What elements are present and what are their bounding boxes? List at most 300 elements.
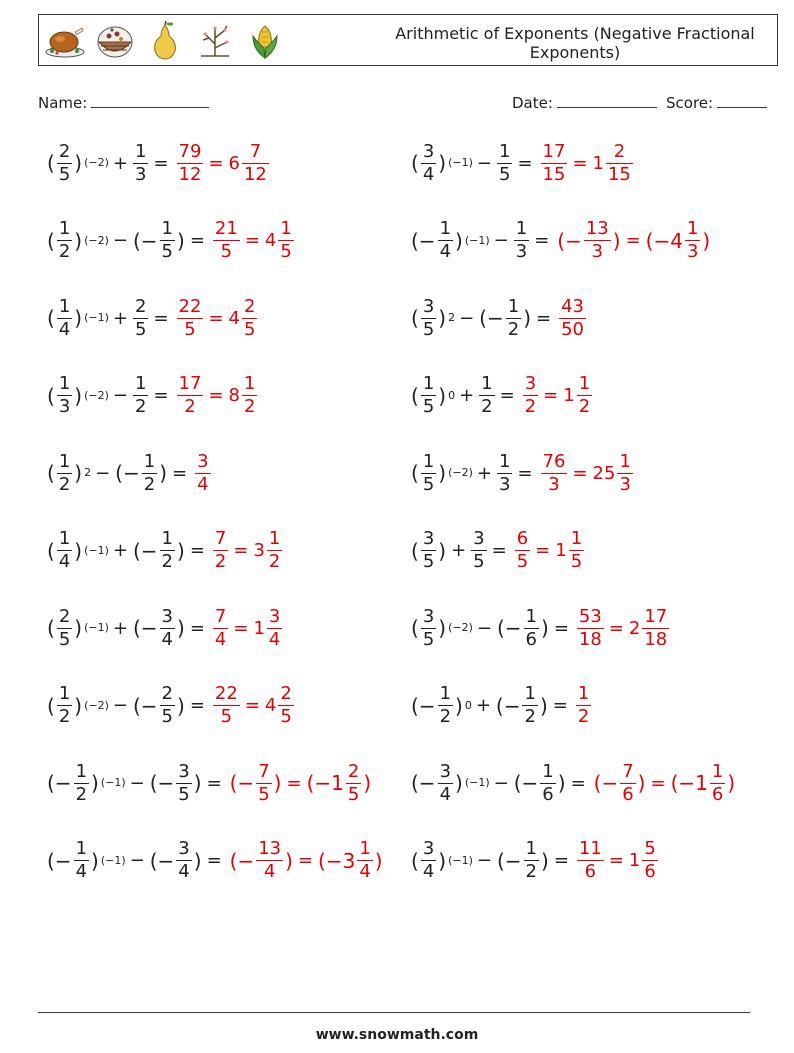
denominator: 2 xyxy=(439,706,452,727)
question: ( $\frac{1}{3}$ ) (−2) − $\frac{1}{2}$ = xyxy=(46,373,173,418)
numerator: 1 xyxy=(525,605,537,627)
operator: − xyxy=(493,230,509,251)
parenthesis: ( xyxy=(411,538,419,563)
operator: − xyxy=(129,850,145,871)
fraction xyxy=(57,218,72,263)
numerator: 3 xyxy=(197,450,209,472)
denominator: 2 xyxy=(184,396,196,417)
denominator: 5 xyxy=(161,241,173,262)
answer xyxy=(558,296,587,341)
fraction xyxy=(177,141,204,186)
operator: = xyxy=(608,850,624,871)
denominator: 6 xyxy=(542,783,554,805)
numerator: 1 xyxy=(58,295,71,317)
denominator: 2 xyxy=(161,551,173,572)
operator: = xyxy=(286,772,302,794)
numerator: 7 xyxy=(249,140,262,162)
denominator: 3 xyxy=(515,241,528,262)
whole-number: 2 xyxy=(628,617,641,639)
numerator: 1 xyxy=(143,450,156,472)
parenthesis: (− xyxy=(132,693,158,718)
parenthesis: ( xyxy=(411,616,419,640)
parenthesis: ) xyxy=(193,771,202,795)
fraction xyxy=(514,218,529,263)
parenthesis: ) xyxy=(455,228,463,253)
answer xyxy=(229,838,384,883)
fraction xyxy=(617,451,632,496)
question: ( $\frac{1}{5}$ ) 0 + $\frac{1}{2}$ = xyxy=(410,373,519,418)
whole-number: 1 xyxy=(555,540,567,561)
numerator: 1 xyxy=(134,373,147,394)
operator: = xyxy=(189,695,205,716)
answer xyxy=(514,528,585,573)
question: ( $\frac{3}{5}$ ) 2 − (− $\frac{1}{2}$ ) = xyxy=(410,296,555,341)
denominator: 4 xyxy=(439,783,452,805)
fraction xyxy=(213,218,240,263)
operator: = xyxy=(189,617,205,639)
parenthesis: (−1 xyxy=(306,771,344,795)
fraction xyxy=(278,683,293,728)
fraction xyxy=(133,296,148,341)
name-label: Name: xyxy=(38,94,88,112)
whole-number: 4 xyxy=(264,695,277,716)
date-label: Date: xyxy=(512,94,553,112)
fraction xyxy=(421,141,436,186)
denominator: 4 xyxy=(58,318,71,340)
denominator: 18 xyxy=(644,628,668,650)
denominator: 5 xyxy=(58,628,71,650)
operator: = xyxy=(536,307,552,329)
denominator: 5 xyxy=(58,163,71,185)
fraction xyxy=(142,451,157,496)
fraction xyxy=(479,373,494,418)
question: ( $\frac{2}{5}$ ) (−1) + (− $\frac{3}{4}$ ) = xyxy=(46,606,209,651)
problem-item xyxy=(46,520,283,582)
fraction xyxy=(213,528,228,573)
numerator: 1 xyxy=(75,838,88,859)
operator: = xyxy=(189,230,205,251)
operator: = xyxy=(153,385,169,406)
question: ( $\frac{1}{2}$ ) 2 − (− $\frac{1}{2}$ ) = xyxy=(46,451,191,496)
problem-item xyxy=(46,442,212,504)
denominator: 12 xyxy=(243,163,267,185)
fraction xyxy=(57,606,72,651)
operator: = xyxy=(233,540,249,561)
answer xyxy=(176,141,270,186)
fraction xyxy=(438,683,453,728)
parenthesis: (− xyxy=(557,228,582,253)
answer xyxy=(176,296,259,341)
parenthesis: ) xyxy=(438,461,447,485)
operator: + xyxy=(112,617,128,639)
operator: − xyxy=(459,307,475,329)
denominator: 5 xyxy=(243,318,256,340)
answer xyxy=(576,838,659,883)
parenthesis: (−4 xyxy=(645,228,683,253)
denominator: 5 xyxy=(570,551,583,572)
denominator: 4 xyxy=(359,861,371,882)
parenthesis: (− xyxy=(229,848,255,873)
operator: − xyxy=(112,695,128,716)
numerator: 3 xyxy=(524,373,537,394)
question: ( $\frac{3}{4}$ ) (−1) − $\frac{1}{5}$ = xyxy=(410,141,537,186)
numerator: 3 xyxy=(473,528,485,549)
parenthesis: ) xyxy=(74,151,83,175)
denominator: 4 xyxy=(439,241,452,262)
question: ( $\frac{1}{2}$ ) (−2) − (− $\frac{2}{5}$ ) = xyxy=(46,683,209,728)
parenthesis: ( xyxy=(47,306,55,330)
problem-item xyxy=(46,752,372,814)
fraction xyxy=(176,838,191,883)
problem-item xyxy=(410,132,634,194)
numerator: 79 xyxy=(178,140,202,162)
fraction xyxy=(541,141,568,186)
question: ( $\frac{1}{4}$ ) (−1) + $\frac{2}{5}$ = xyxy=(46,296,173,341)
numerator: 1 xyxy=(578,373,591,394)
operator: = xyxy=(535,540,551,561)
fraction xyxy=(57,528,72,573)
whole-number: 3 xyxy=(253,540,265,561)
fraction xyxy=(522,683,537,728)
fraction xyxy=(242,373,257,418)
parenthesis: (− xyxy=(593,771,619,795)
fraction xyxy=(57,296,72,341)
fraction xyxy=(576,683,591,728)
whole-number: 4 xyxy=(228,307,240,329)
question: ( $\frac{3}{4}$ ) (−1) − (− $\frac{1}{2}$ ) = xyxy=(410,838,573,883)
parenthesis: ) xyxy=(273,771,282,795)
operator: + xyxy=(476,462,492,484)
numerator: 17 xyxy=(542,140,566,162)
fraction xyxy=(256,761,271,806)
parenthesis: (− xyxy=(411,693,436,718)
score-label: Score: xyxy=(666,94,714,112)
numerator: 5 xyxy=(644,838,656,859)
problem-item xyxy=(46,365,258,427)
numerator: 1 xyxy=(161,218,173,239)
fraction xyxy=(133,141,148,186)
numerator: 2 xyxy=(161,683,173,704)
denominator: 5 xyxy=(178,783,190,805)
fraction xyxy=(242,141,269,186)
numerator: 1 xyxy=(58,528,71,549)
numerator: 22 xyxy=(214,683,238,704)
question: ( $\frac{3}{5}$ ) (−2) − (− $\frac{1}{6}$ ) = xyxy=(410,606,573,651)
parenthesis: ) xyxy=(438,383,447,408)
fraction xyxy=(357,838,372,883)
denominator: 5 xyxy=(422,396,435,417)
parenthesis: ) xyxy=(177,228,185,253)
parenthesis: ) xyxy=(177,616,185,640)
fraction xyxy=(524,606,539,651)
fraction xyxy=(577,838,604,883)
fraction xyxy=(177,296,204,341)
fraction xyxy=(195,451,210,496)
denominator: 2 xyxy=(578,396,591,417)
operator: − xyxy=(493,772,509,794)
question: (− $\frac{1}{2}$ ) (−1) − (− $\frac{3}{5}$ ) = xyxy=(46,761,226,806)
numerator: 2 xyxy=(58,140,71,162)
fraction xyxy=(506,296,521,341)
fraction xyxy=(74,761,89,806)
parenthesis: ) xyxy=(193,848,202,873)
parenthesis: ) xyxy=(285,848,293,873)
answer xyxy=(212,683,295,728)
parenthesis: ) xyxy=(455,771,463,795)
question: ( $\frac{1}{2}$ ) (−2) − (− $\frac{1}{5}$ ) = xyxy=(46,218,209,263)
denominator: 5 xyxy=(184,318,196,340)
numerator: 3 xyxy=(422,605,435,627)
numerator: 1 xyxy=(58,450,71,472)
parenthesis: ( xyxy=(47,616,55,640)
numerator: 1 xyxy=(161,528,173,549)
numerator: 3 xyxy=(161,605,173,627)
denominator: 6 xyxy=(622,783,634,805)
operator: − xyxy=(129,772,145,794)
operator: + xyxy=(112,152,128,174)
operator: = xyxy=(517,152,533,174)
parenthesis: ( xyxy=(411,306,419,330)
fraction xyxy=(559,296,586,341)
numerator: 17 xyxy=(644,605,668,627)
problem-item xyxy=(410,210,711,272)
problem-item xyxy=(410,752,736,814)
numerator: 1 xyxy=(507,295,520,317)
fraction xyxy=(242,296,257,341)
fraction xyxy=(267,528,282,573)
numerator: 2 xyxy=(134,295,147,317)
answer xyxy=(212,606,283,651)
problem-item xyxy=(410,597,670,659)
problem-item xyxy=(410,287,587,349)
problem-item xyxy=(46,287,258,349)
numerator: 76 xyxy=(542,450,566,472)
fraction xyxy=(421,296,436,341)
denominator: 5 xyxy=(422,318,435,340)
operator: = xyxy=(208,307,224,329)
numerator: 1 xyxy=(577,683,590,704)
question: ( $\frac{1}{4}$ ) (−1) + (− $\frac{1}{2}$ ) = xyxy=(46,528,209,573)
denominator: 5 xyxy=(220,706,233,727)
numerator: 1 xyxy=(711,760,724,782)
denominator: 5 xyxy=(280,706,292,727)
fraction xyxy=(523,373,538,418)
problem-item xyxy=(410,675,592,737)
answer xyxy=(576,606,670,651)
fraction xyxy=(57,683,72,728)
whole-number: 1 xyxy=(253,617,265,639)
fraction xyxy=(515,528,530,573)
denominator: 2 xyxy=(143,473,156,495)
parenthesis: (− xyxy=(496,848,522,873)
parenthesis: ) xyxy=(541,616,549,640)
answer xyxy=(540,451,634,496)
numerator: 2 xyxy=(613,140,626,162)
denominator: 2 xyxy=(58,706,71,727)
operator: + xyxy=(112,540,128,561)
parenthesis: ) xyxy=(455,693,463,718)
parenthesis: ( xyxy=(47,383,55,408)
fraction xyxy=(213,606,228,651)
denominator: 5 xyxy=(473,551,485,572)
denominator: 5 xyxy=(422,473,435,495)
problem-item xyxy=(410,365,593,427)
parenthesis: ) xyxy=(74,306,83,330)
answer xyxy=(212,218,295,263)
parenthesis: ) xyxy=(74,693,83,718)
numerator: 3 xyxy=(422,838,435,859)
worksheet-title: Arithmetic of Exponents (Negative Fractional Exponents) xyxy=(395,24,755,62)
numerator: 1 xyxy=(525,838,537,859)
fraction xyxy=(471,528,486,573)
fraction xyxy=(540,761,555,806)
whole-number: 1 xyxy=(628,850,641,871)
operator: = xyxy=(543,385,559,406)
answer xyxy=(229,761,372,806)
numerator: 1 xyxy=(570,528,583,549)
fraction xyxy=(267,606,282,651)
parenthesis: ( xyxy=(47,538,55,563)
operator: = xyxy=(491,540,507,561)
problem-item xyxy=(46,210,295,272)
fraction xyxy=(346,761,361,806)
problem-item xyxy=(46,132,270,194)
denominator: 4 xyxy=(161,628,173,650)
answer xyxy=(575,683,592,728)
parenthesis: ) xyxy=(363,771,372,795)
denominator: 5 xyxy=(347,783,360,805)
fraction xyxy=(57,373,72,418)
fraction xyxy=(421,838,436,883)
parenthesis: (− xyxy=(47,771,72,795)
operator: = xyxy=(244,230,260,251)
numerator: 1 xyxy=(280,218,292,239)
fraction xyxy=(569,528,584,573)
operator: = xyxy=(206,772,222,794)
parenthesis: ) xyxy=(541,848,549,873)
operator: = xyxy=(208,385,224,406)
denominator: 50 xyxy=(561,318,584,340)
operator: = xyxy=(517,462,533,484)
denominator: 6 xyxy=(711,783,724,805)
fraction xyxy=(160,218,175,263)
parenthesis: ) xyxy=(557,771,566,795)
numerator: 6 xyxy=(516,528,529,549)
operator: = xyxy=(172,462,188,484)
answer xyxy=(194,451,211,496)
parenthesis: (− xyxy=(149,848,175,873)
question: (− $\frac{1}{2}$ ) 0 + (− $\frac{1}{2}$ ) = xyxy=(410,683,572,728)
denominator: 2 xyxy=(58,241,71,262)
numerator: 1 xyxy=(58,373,71,394)
problem-item xyxy=(410,442,634,504)
operator: = xyxy=(297,850,314,871)
numerator: 7 xyxy=(258,760,270,782)
answer xyxy=(522,373,593,418)
answer xyxy=(593,761,736,806)
whole-number: 1 xyxy=(592,152,604,174)
denominator: 4 xyxy=(58,551,71,572)
denominator: 3 xyxy=(548,473,560,495)
question: (− $\frac{1}{4}$ ) (−1) − $\frac{1}{3}$ = xyxy=(410,218,553,263)
whole-number: 4 xyxy=(264,230,277,251)
numerator: 1 xyxy=(268,528,281,549)
fraction xyxy=(160,606,175,651)
parenthesis: ) xyxy=(539,693,548,718)
operator: = xyxy=(625,230,641,251)
fraction xyxy=(57,141,72,186)
parenthesis: (− xyxy=(496,616,522,640)
parenthesis: ) xyxy=(438,848,447,873)
numerator: 1 xyxy=(481,373,493,394)
parenthesis: ) xyxy=(438,306,447,330)
parenthesis: (− xyxy=(495,693,521,718)
parenthesis: ( xyxy=(47,228,55,253)
whole-number: 25 xyxy=(592,462,616,484)
numerator: 1 xyxy=(134,140,147,162)
fraction xyxy=(438,218,453,263)
parenthesis: ) xyxy=(637,771,646,795)
fraction xyxy=(160,683,175,728)
numerator: 1 xyxy=(498,450,511,472)
denominator: 4 xyxy=(422,163,435,185)
parenthesis: ( xyxy=(47,151,55,175)
question: (− $\frac{1}{4}$ ) (−1) − (− $\frac{3}{4}$ ) = xyxy=(46,838,226,883)
denominator: 3 xyxy=(58,396,71,417)
fraction xyxy=(577,373,592,418)
question: ( $\frac{1}{5}$ ) (−2) + $\frac{1}{3}$ = xyxy=(410,451,537,496)
denominator: 2 xyxy=(75,783,88,805)
denominator: 3 xyxy=(134,163,147,185)
fraction xyxy=(176,761,191,806)
denominator: 5 xyxy=(498,163,511,185)
operator: = xyxy=(553,617,569,639)
whole-number: 1 xyxy=(563,385,575,406)
fraction xyxy=(213,683,240,728)
denominator: 5 xyxy=(220,241,233,262)
footer-divider xyxy=(38,1012,750,1013)
operator: = xyxy=(233,617,249,639)
operator: = xyxy=(189,540,205,561)
fraction xyxy=(642,838,657,883)
denominator: 12 xyxy=(178,163,202,185)
numerator: 21 xyxy=(214,218,238,239)
fraction xyxy=(524,838,539,883)
numerator: 1 xyxy=(422,373,435,394)
question: ( $\frac{2}{5}$ ) (−2) + $\frac{1}{3}$ = xyxy=(46,141,173,186)
denominator: 5 xyxy=(134,318,147,340)
denominator: 4 xyxy=(75,861,88,882)
denominator: 5 xyxy=(161,706,173,727)
numerator: 17 xyxy=(178,373,202,394)
numerator: 7 xyxy=(214,528,227,549)
fraction xyxy=(278,218,293,263)
numerator: 3 xyxy=(422,140,435,162)
numerator: 1 xyxy=(359,838,371,859)
denominator: 6 xyxy=(525,628,537,650)
parenthesis: ) xyxy=(177,538,185,563)
denominator: 4 xyxy=(214,628,227,650)
operator: − xyxy=(112,230,128,251)
denominator: 5 xyxy=(422,628,435,650)
fraction xyxy=(685,218,700,263)
numerator: 2 xyxy=(347,760,360,782)
problem-item xyxy=(46,597,283,659)
operator: = xyxy=(552,695,568,716)
fraction xyxy=(177,373,204,418)
footer-url[interactable]: www.snowmath.com xyxy=(315,1027,479,1043)
fraction xyxy=(577,606,604,651)
